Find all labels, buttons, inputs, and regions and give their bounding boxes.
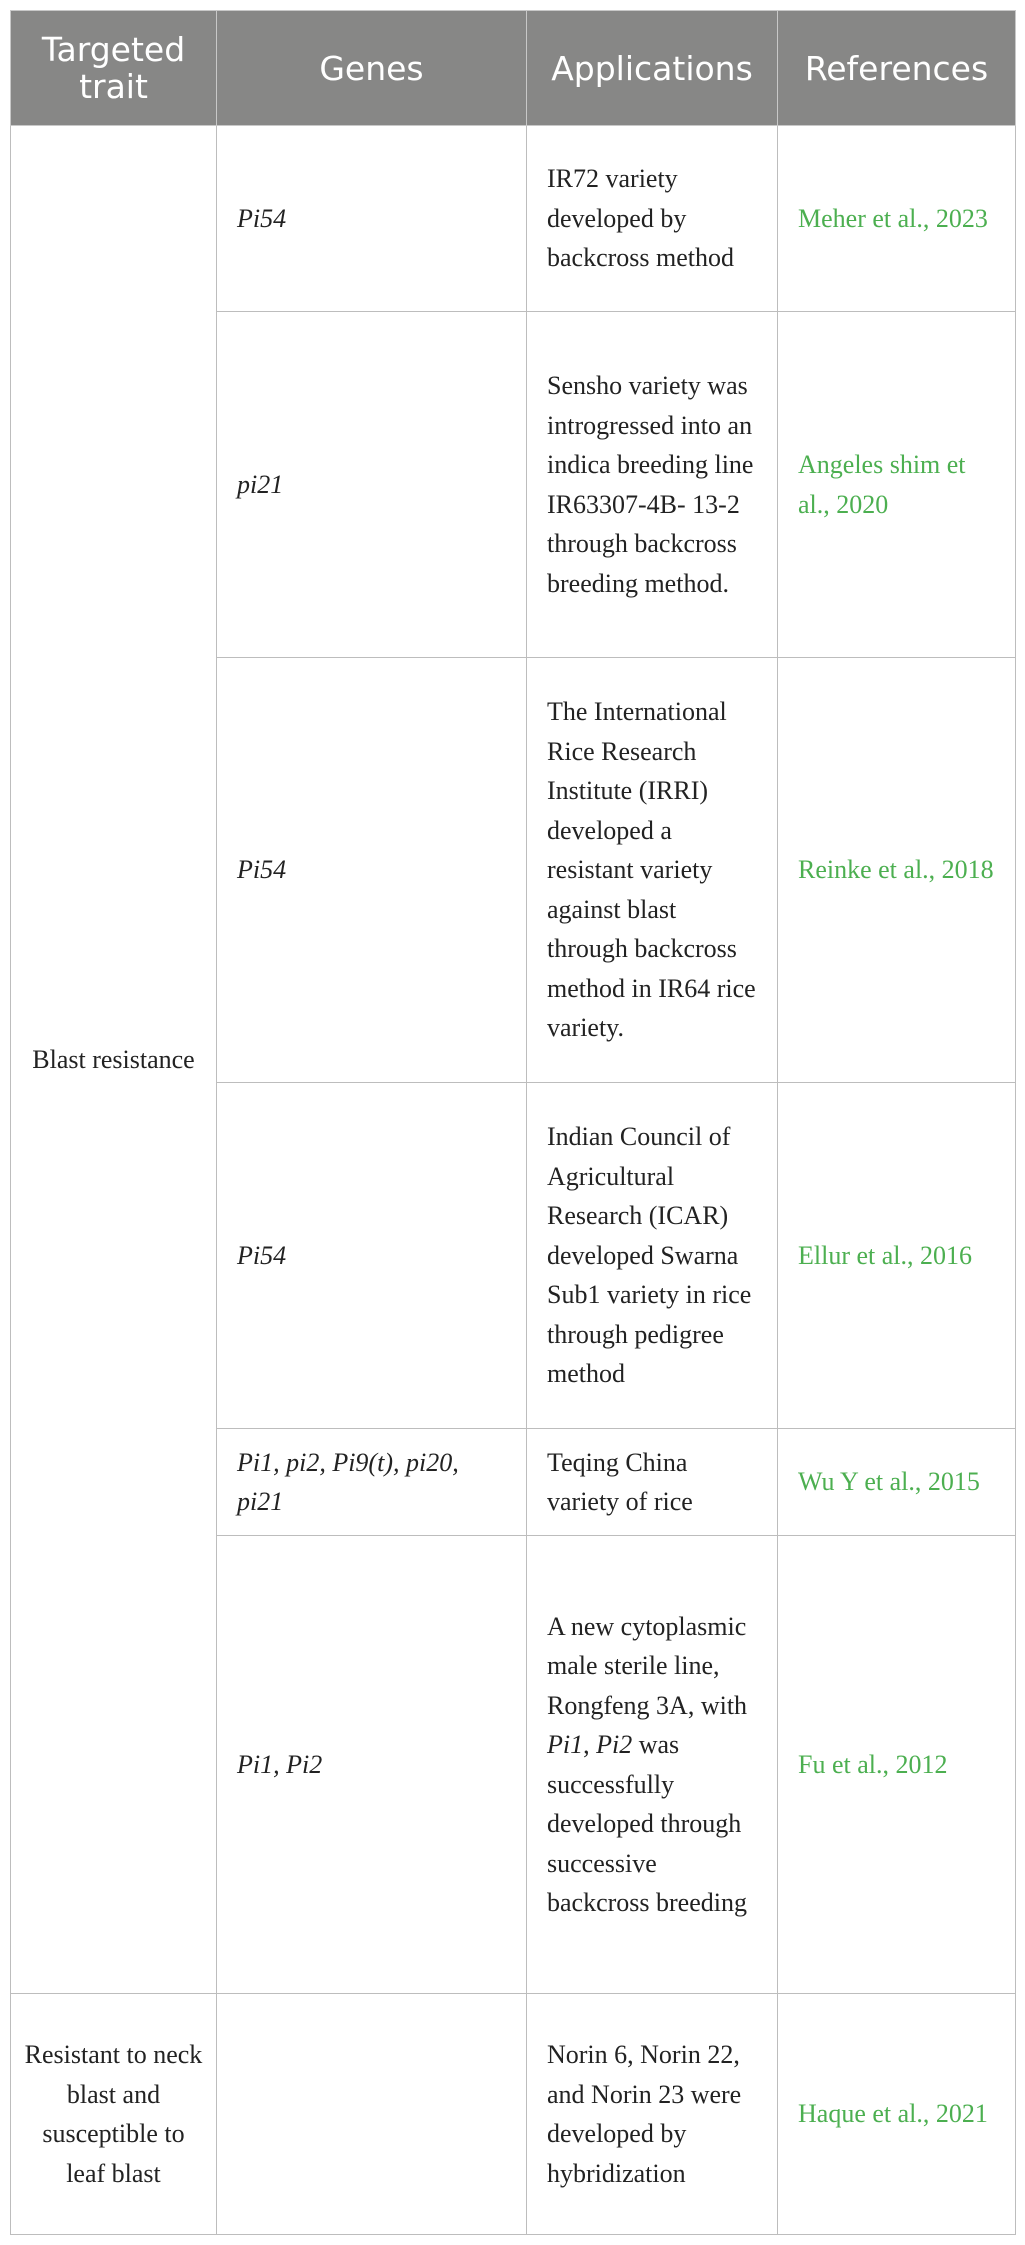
application-text: was successfully developed through successive backcross breeding <box>547 1730 747 1917</box>
application-text: , <box>583 1730 597 1759</box>
reference-cell: Wu Y et al., 2015 <box>778 1429 1016 1536</box>
reference-cell: Haque et al., 2021 <box>778 1994 1016 2235</box>
reference-cell: Ellur et al., 2016 <box>778 1083 1016 1429</box>
header-targeted-trait: Targeted trait <box>11 11 217 126</box>
application-cell: Indian Council of Agricultural Research (ICAR) developed Swarna Sub1 variety in rice through pedigree method <box>527 1083 778 1429</box>
reference-cell: Meher et al., 2023 <box>778 126 1016 312</box>
gene-application-table <box>10 10 1016 2235</box>
gene-cell: Pi1, Pi2 <box>217 1536 527 1994</box>
application-gene: Pi2 <box>596 1730 633 1759</box>
application-text: A new cytoplasmic male sterile line, Rongfeng 3A, with <box>547 1611 748 1720</box>
gene-cell: Pi54 <box>217 1083 527 1429</box>
reference-cell: Fu et al., 2012 <box>778 1536 1016 1994</box>
reference-cell: Angeles shim et al., 2020 <box>778 312 1016 658</box>
header-applications: Applications <box>527 11 778 126</box>
table-header <box>11 11 1016 126</box>
application-cell: The International Rice Research Institute (IRRI) developed a resistant variety against blast through backcross method in IR64 rice variety. <box>527 658 778 1083</box>
header-genes: Genes <box>217 11 527 126</box>
trait-cell: Blast resistance <box>11 126 217 1994</box>
table-row <box>11 126 1016 312</box>
application-cell <box>527 1536 778 1994</box>
application-cell: Norin 6, Norin 22, and Norin 23 were developed by hybridization <box>527 1994 778 2235</box>
application-cell: Sensho variety was introgressed into an indica breeding line IR63307-4B- 13-2 through backcross breeding method. <box>527 312 778 658</box>
gene-cell: Pi1, pi2, Pi9(t), pi20, pi21 <box>217 1429 527 1536</box>
header-references: References <box>778 11 1016 126</box>
table-row <box>11 1994 1016 2235</box>
gene-cell: Pi54 <box>217 658 527 1083</box>
gene-cell: pi21 <box>217 312 527 658</box>
reference-cell: Reinke et al., 2018 <box>778 658 1016 1083</box>
application-cell: IR72 variety developed by backcross method <box>527 126 778 312</box>
gene-cell <box>217 1994 527 2235</box>
application-gene: Pi1 <box>547 1730 584 1759</box>
gene-cell: Pi54 <box>217 126 527 312</box>
trait-cell: Resistant to neck blast and susceptible to leaf blast <box>11 1994 217 2235</box>
application-cell: Teqing China variety of rice <box>527 1429 778 1536</box>
